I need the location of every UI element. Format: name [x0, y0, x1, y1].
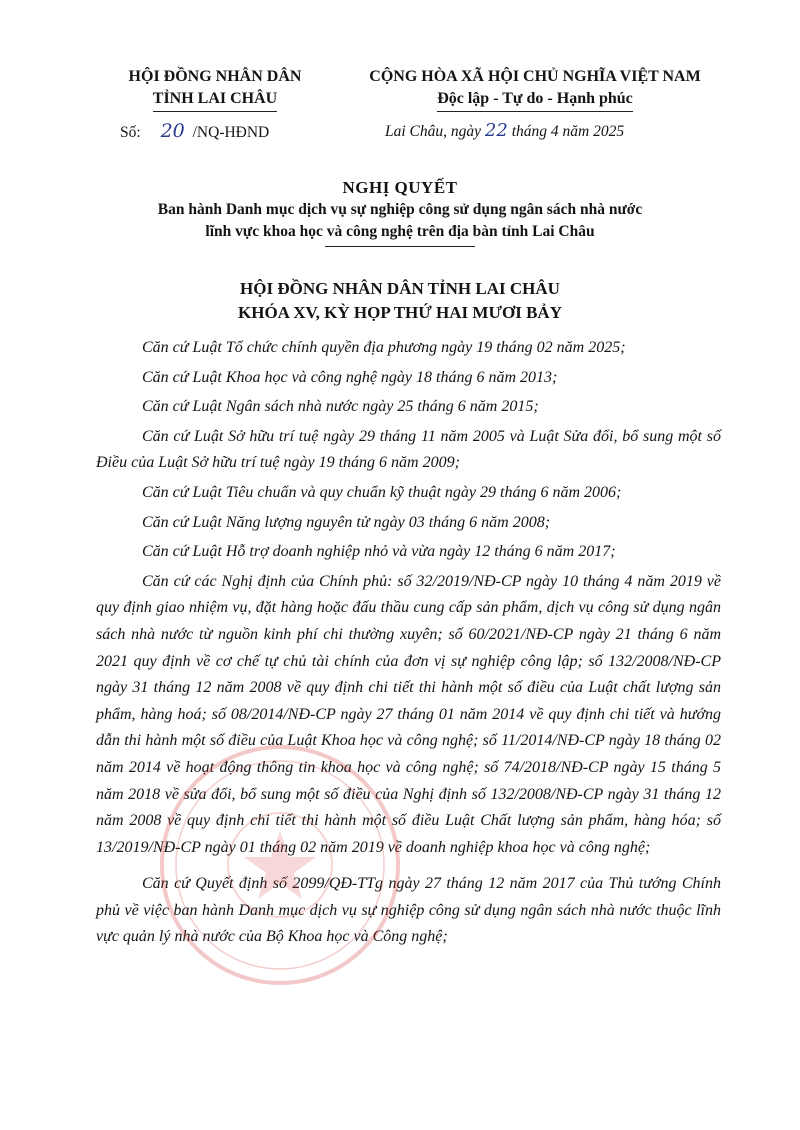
date-suffix: tháng 4 năm 2025 — [511, 123, 625, 140]
number-handwritten: 20 — [160, 120, 185, 142]
national-motto: Độc lập - Tự do - Hạnh phúc — [437, 88, 633, 112]
number-suffix: /NQ-HĐND — [192, 124, 270, 141]
number-prefix: Số: — [120, 124, 141, 141]
legal-basis-paragraph: Căn cứ Luật Tiêu chuẩn và quy chuẩn kỹ thuật ngày 29 tháng 6 năm 2006; — [142, 483, 622, 501]
title-divider — [325, 246, 475, 247]
legal-basis-paragraph: Căn cứ Luật Ngân sách nhà nước ngày 25 tháng 6 năm 2015; — [142, 398, 539, 416]
document-number — [120, 120, 269, 142]
title-main: NGHỊ QUYẾT — [342, 178, 458, 197]
national-title: CỘNG HÒA XÃ HỘI CHỦ NGHĨA VIỆT NAM — [369, 68, 701, 85]
council-line-2: KHÓA XV, KỲ HỌP THỨ HAI MƯƠI BẢY — [238, 303, 562, 322]
date-day-handwritten: 22 — [484, 120, 508, 141]
title-sub-line-2: lĩnh vực khoa học và công nghệ trên địa bàn tỉnh Lai Châu — [205, 223, 595, 240]
legal-basis-paragraph: Căn cứ Luật Hỗ trợ doanh nghiệp nhỏ và vừa ngày 12 tháng 6 năm 2017; — [142, 543, 616, 561]
resolution-body — [96, 335, 721, 954]
title-sub-line-1: Ban hành Danh mục dịch vụ sự nghiệp công sử dụng ngân sách nhà nước — [157, 201, 643, 218]
council-line-1: HỘI ĐỒNG NHÂN DÂN TỈNH LAI CHÂU — [240, 279, 560, 298]
document-date — [385, 120, 624, 141]
issuer-line-2: TỈNH LAI CHÂU — [153, 88, 277, 112]
date-prefix: Lai Châu, ngày — [385, 123, 482, 140]
legal-basis-paragraph: Căn cứ Luật Tổ chức chính quyền địa phương ngày 19 tháng 02 năm 2025; — [142, 339, 626, 356]
national-header — [335, 66, 735, 112]
legal-basis-paragraph: Căn cứ Luật Năng lượng nguyên tử ngày 03 tháng 6 năm 2008; — [142, 513, 551, 531]
legal-basis-paragraph: Căn cứ các Nghị định của Chính phủ: số 32/2019/NĐ-CP ngày 10 tháng 4 năm 2019 về quy định giao nhiệm vụ, đặt hàng hoặc đấu thầu cung cấp sản phẩm, dịch vụ công sử dụng ngân sách nhà nước từ nguồn kinh phí chi thường xuyên; số 60/2021/NĐ-CP ngày 21 tháng 6 năm 2021 quy định về cơ chế tự chủ tài chính của đơn vị sự nghiệp công lập; số 132/2008/NĐ-CP ngày 31 tháng 12 năm 2008 về quy định chi tiết thi hành một số điều của Luật chất lượng sản phẩm, hàng hoá; số 08/2014/NĐ-CP ngày 27 tháng 01 năm 2014 về quy định chi tiết và hướng dẫn thi hành một số điều của Luật Khoa học và công nghệ; số 11/2014/NĐ-CP ngày 18 tháng 02 năm 2014 về hoạt động thông tin khoa học và công nghệ; số 74/2018/NĐ-CP ngày 15 tháng 5 năm 2018 về sửa đổi, bổ sung một số điều của Nghị định số 132/2008/NĐ-CP ngày 31 tháng 12 năm 2008 về quy định chi tiết thi hành một số điều Luật Chất lượng sản phẩm, hàng hóa; số 13/2019/NĐ-CP ngày 01 tháng 02 năm 2019 về doanh nghiệp khoa học và công nghệ; — [96, 572, 721, 856]
legal-basis-paragraph: Căn cứ Quyết định số 2099/QĐ-TTg ngày 27 tháng 12 năm 2017 của Thủ tướng Chính phủ về việc ban hành Danh mục dịch vụ sự nghiệp công sử dụng ngân sách nhà nước thuộc lĩnh vực quản lý nhà nước của Bộ Khoa học và Công nghệ; — [96, 875, 721, 946]
issuer-line-1: HỘI ĐỒNG NHÂN DÂN — [128, 68, 302, 85]
council-heading — [60, 277, 740, 325]
resolution-title — [60, 177, 740, 247]
legal-basis-paragraph: Căn cứ Luật Sở hữu trí tuệ ngày 29 tháng 11 năm 2005 và Luật Sửa đổi, bổ sung một số Điều của Luật Sở hữu trí tuệ ngày 19 tháng 6 năm 2009; — [96, 427, 721, 472]
issuer-header — [110, 66, 320, 112]
legal-basis-paragraph: Căn cứ Luật Khoa học và công nghệ ngày 18 tháng 6 năm 2013; — [142, 368, 558, 386]
